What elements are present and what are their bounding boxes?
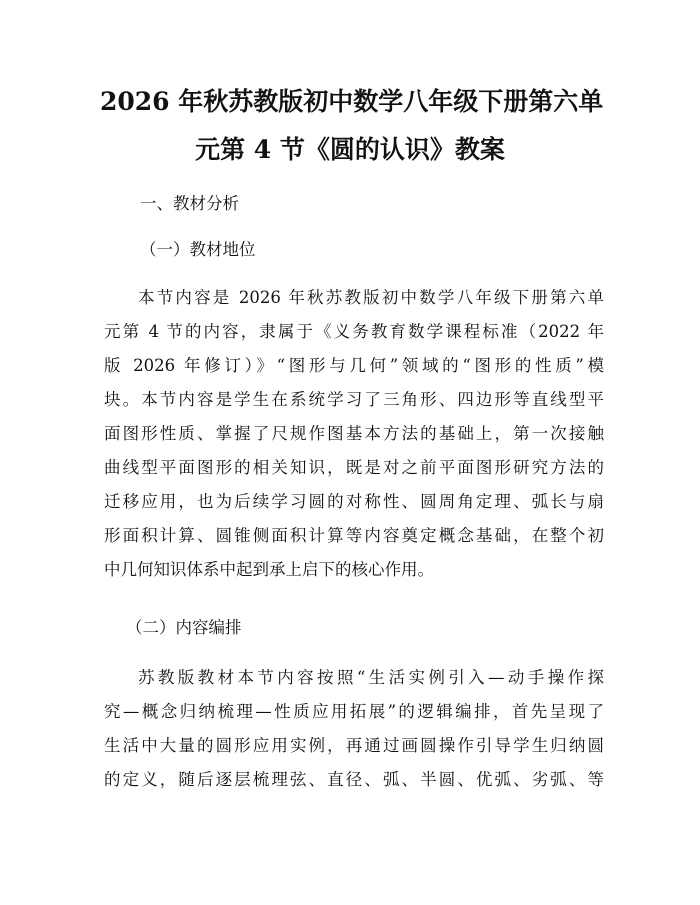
paragraph-1-line-2: 元第 4 节的内容，隶属于《义务教育数学课程标准（2022 年 xyxy=(104,322,604,341)
paragraph-1-line-9: 中几何知识体系中起到承上启下的核心作用。 xyxy=(104,560,434,579)
paragraph-1-line-7: 迁移应用，也为后续学习圆的对称性、圆周角定理、弧长与扇 xyxy=(104,492,604,511)
paragraph-2-line-4: 的定义，随后逐层梳理弦、直径、弧、半圆、优弧、劣弧、等 xyxy=(104,770,604,789)
paragraph-1-line-3: 版 2026 年修订）》“图形与几何”领域的“图形的性质”模 xyxy=(104,356,604,375)
paragraph-1-line-6: 曲线型平面图形的相关知识，既是对之前平面图形研究方法的 xyxy=(104,458,604,477)
paragraph-1-line-8: 形面积计算、圆锥侧面积计算等内容奠定概念基础，在整个初 xyxy=(104,526,604,545)
subsection-heading-material-position: （一）教材地位 xyxy=(140,240,256,259)
paragraph-1-line-1: 本节内容是 2026 年秋苏教版初中数学八年级下册第六单 xyxy=(138,288,604,307)
section-heading-teaching-material-analysis: 一、教材分析 xyxy=(140,194,239,213)
paragraph-2-line-1: 苏教版教材本节内容按照“生活实例引入—动手操作探 xyxy=(138,668,604,687)
document-title-line-1: 2026 年秋苏教版初中数学八年级下册第六单 xyxy=(100,87,604,116)
paragraph-1-line-4: 块。本节内容是学生在系统学习了三角形、四边形等直线型平 xyxy=(104,390,604,409)
paragraph-1-line-5: 面图形性质、掌握了尺规作图基本方法的基础上，第一次接触 xyxy=(104,424,604,443)
paragraph-2-line-2: 究—概念归纳梳理—性质应用拓展”的逻辑编排，首先呈现了 xyxy=(104,702,604,721)
document-title-line-2: 元第 4 节《圆的认识》教案 xyxy=(195,135,505,164)
subsection-heading-content-arrangement: （二）内容编排 xyxy=(126,618,242,637)
paragraph-2-line-3: 生活中大量的圆形应用实例，再通过画圆操作引导学生归纳圆 xyxy=(104,736,604,755)
